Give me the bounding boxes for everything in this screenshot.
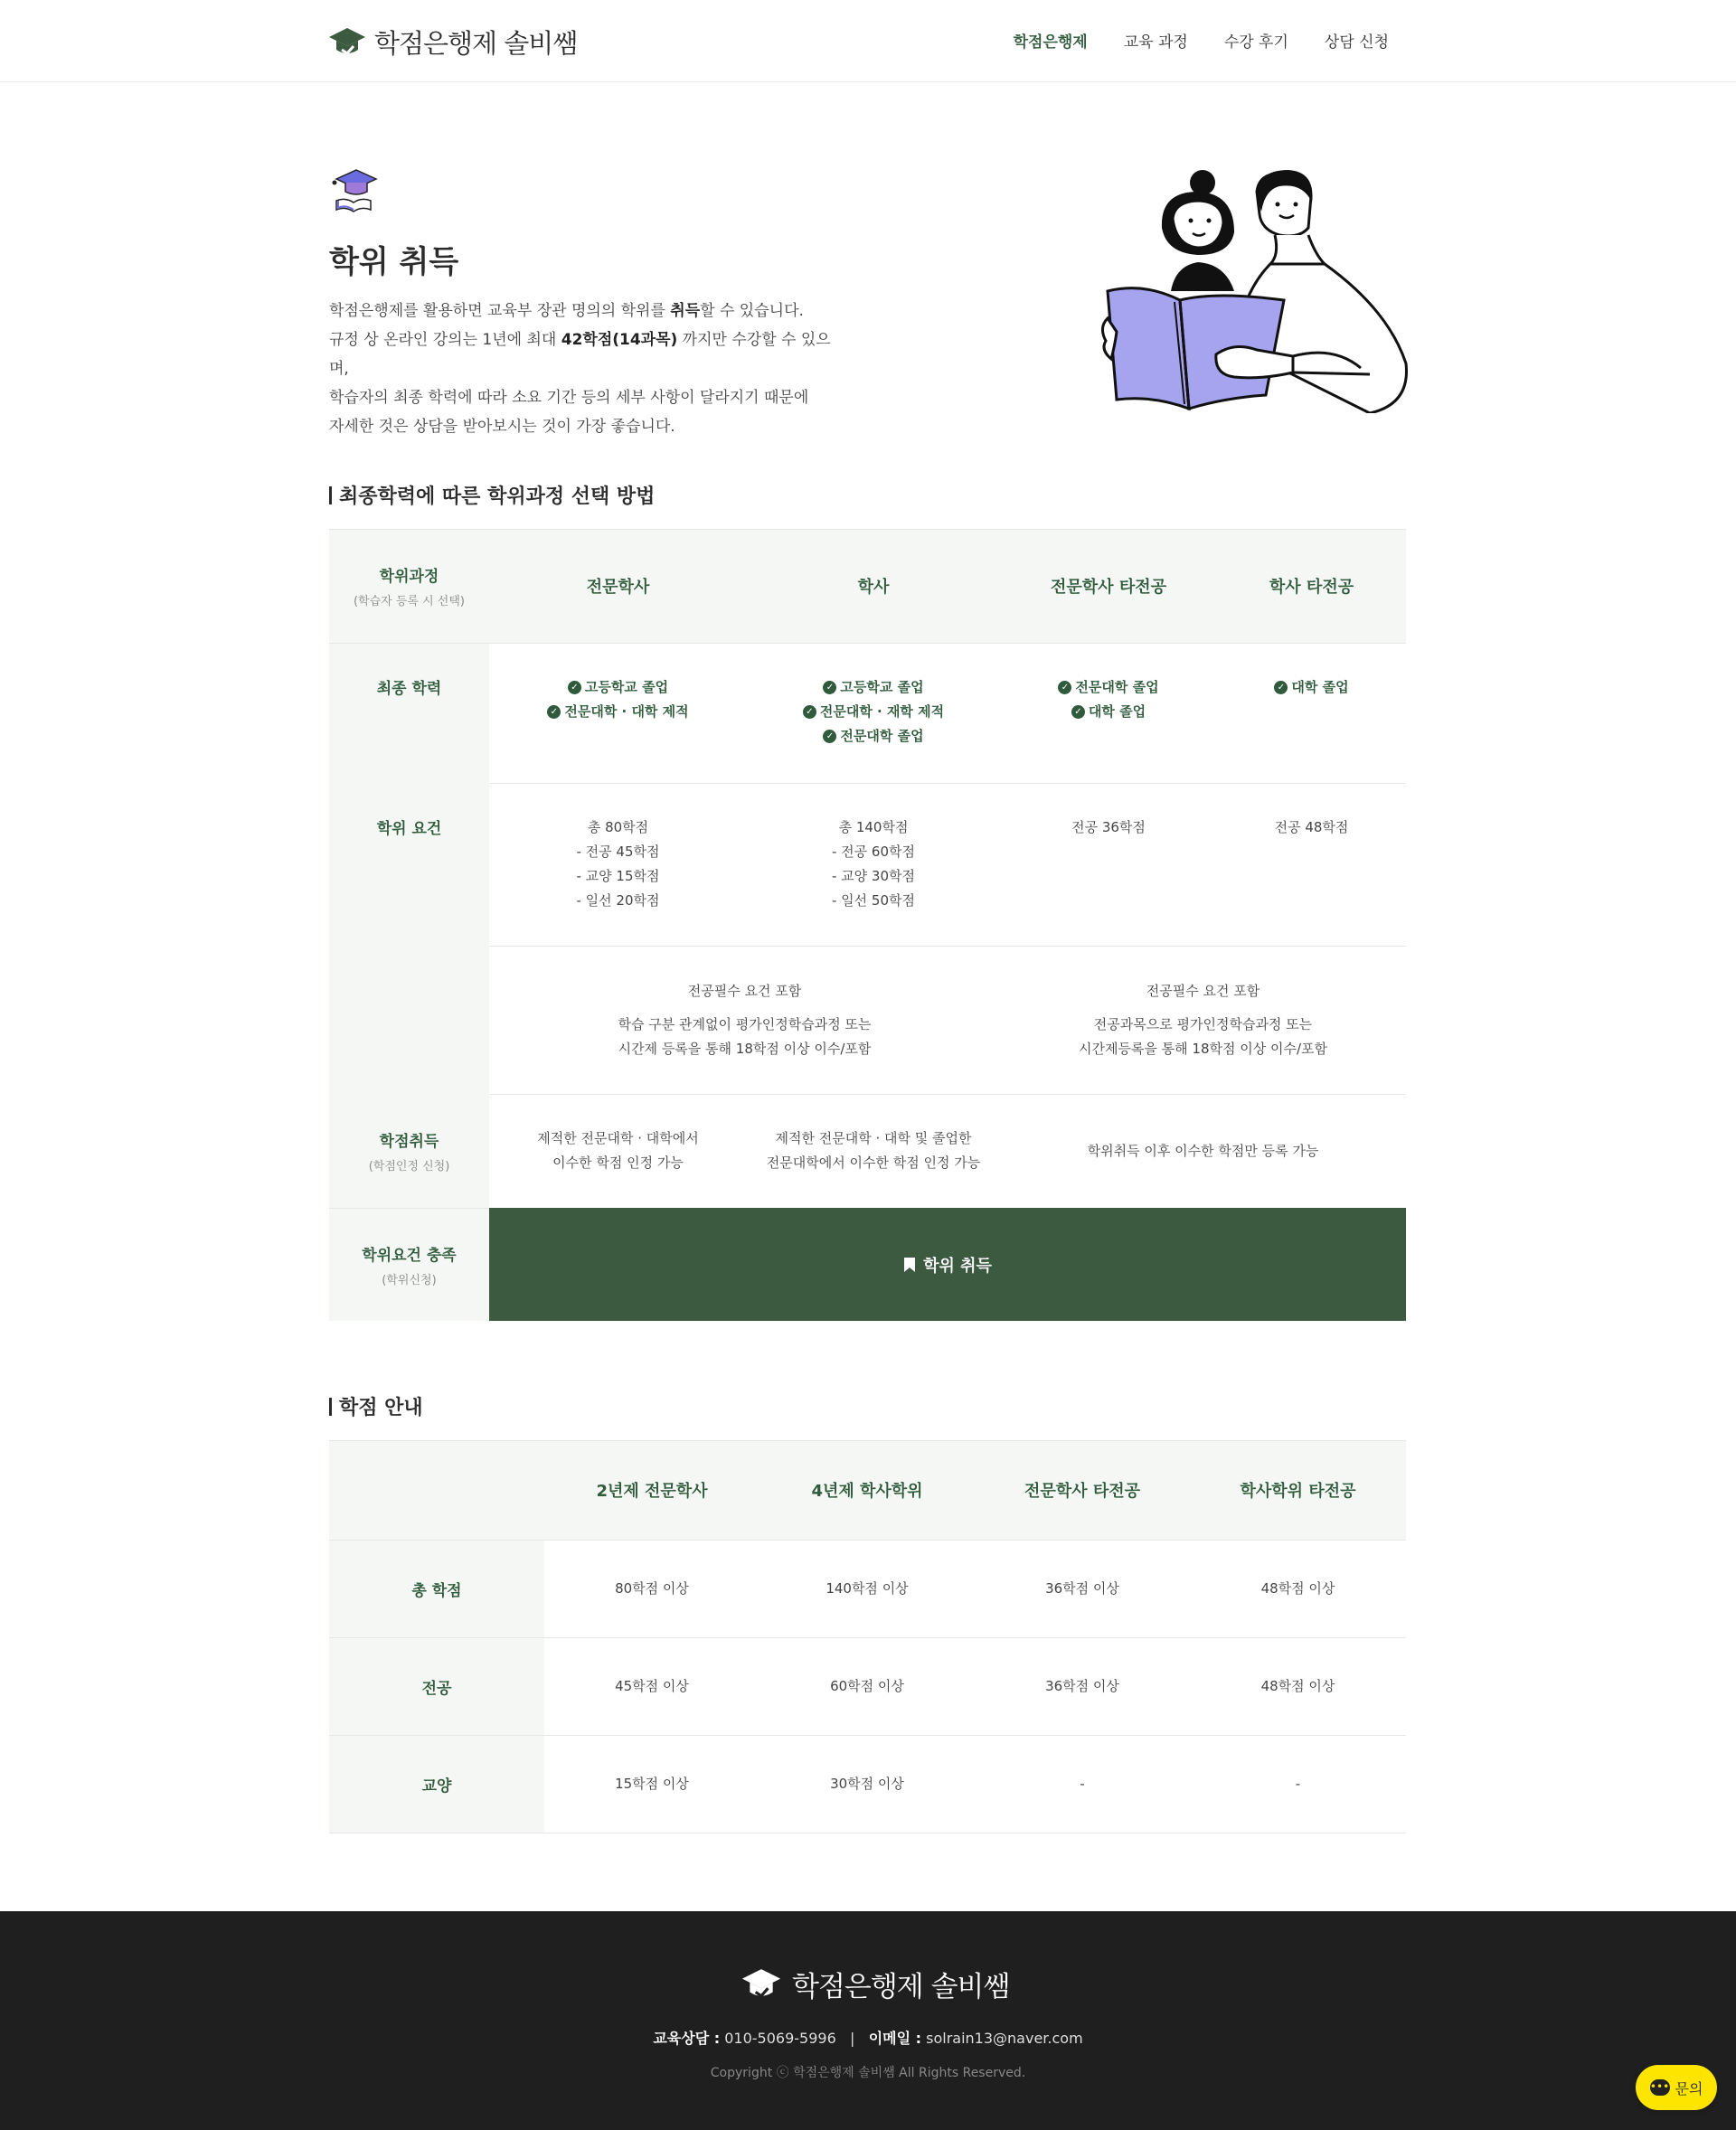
check-circle-icon: ✓ <box>823 730 836 743</box>
edu-item <box>823 675 923 700</box>
edu-label-cell <box>329 643 489 783</box>
chat-label: 문의 <box>1675 2079 1703 2097</box>
course-label: 학위과정 <box>379 568 439 586</box>
final-sublabel: (학위신청) <box>382 1274 437 1287</box>
col-4yr-bachelor <box>760 1440 975 1540</box>
credit-line: 제적한 전문대학 · 대학에서 <box>537 1130 699 1146</box>
cell-value: 36학점 이상 <box>1045 1677 1119 1694</box>
col-bachelor <box>747 529 1000 643</box>
table-cell <box>1190 1637 1406 1735</box>
req-line: 총 140학점 <box>838 819 909 835</box>
req-line: - 전공 45학점 <box>576 844 660 860</box>
edu-item-text: 대학 졸업 <box>1291 679 1349 695</box>
logo-text: 학점은행제 솔비쌤 <box>374 28 578 59</box>
hero-line2-end: 까지만 수강할 수 있으며, <box>329 331 831 378</box>
row-label: 전공 <box>421 1679 452 1698</box>
degree-course-table <box>329 529 1406 1321</box>
col-label: 학사학위 타전공 <box>1240 1482 1356 1501</box>
edu-bachelor <box>747 643 1000 783</box>
req-line: - 전공 60학점 <box>832 844 915 860</box>
col-associate-label: 전문학사 <box>586 578 650 597</box>
credit-sublabel: (학점인정 신청) <box>368 1160 450 1173</box>
edu-item-text: 고등학교 졸업 <box>584 679 669 695</box>
note-title: 전공필수 요건 포함 <box>1146 982 1260 999</box>
edu-bachelor-other <box>1217 643 1406 783</box>
degree-acquired-label: 학위 취득 <box>923 1256 992 1276</box>
section-credit-guide-title <box>329 1392 423 1420</box>
table-cell <box>975 1637 1190 1735</box>
edu-item <box>547 700 688 724</box>
credit-line: 학위취득 이후 이수한 학점만 등록 가능 <box>1087 1142 1319 1159</box>
credit-bachelor <box>747 1094 1000 1208</box>
nav-credit-bank[interactable]: 학점은행제 <box>1013 33 1088 52</box>
cell-value: 80학점 이상 <box>615 1579 689 1597</box>
table-cell <box>975 1540 1190 1637</box>
credit-label-cell <box>329 1094 489 1208</box>
check-circle-icon: ✓ <box>803 705 816 719</box>
credit-other <box>1000 1094 1406 1208</box>
phone-label: 교육상담 : <box>653 2030 721 2047</box>
final-label-cell <box>329 1208 489 1321</box>
site-footer <box>0 1911 1736 2130</box>
req-line: 전공 48학점 <box>1274 819 1349 835</box>
chat-inquiry-button[interactable] <box>1636 2065 1717 2110</box>
edu-item <box>823 724 923 749</box>
hero-description <box>329 297 835 441</box>
edu-item-text: 전문대학 · 재학 제적 <box>819 703 945 720</box>
cell-value: 45학점 이상 <box>615 1677 689 1694</box>
credit-label: 학점취득 <box>379 1133 439 1151</box>
hero-line3: 학습자의 최종 학력에 따라 소요 기간 등의 세부 사항이 달라지기 때문에 <box>329 389 809 407</box>
check-circle-icon: ✓ <box>1274 681 1288 694</box>
course-label-cell <box>329 529 489 643</box>
col-2yr-associate <box>544 1440 760 1540</box>
table-cell <box>544 1735 760 1833</box>
req-note-left <box>489 946 1000 1094</box>
nav-consult[interactable]: 상담 신청 <box>1324 33 1389 52</box>
separator: | <box>840 2030 864 2047</box>
edu-item-text: 전문대학 졸업 <box>840 728 924 744</box>
site-logo[interactable] <box>329 24 577 61</box>
check-circle-icon: ✓ <box>823 681 836 694</box>
col-associate-other <box>1000 529 1217 643</box>
credit-line: 제적한 전문대학 · 대학 및 졸업한 <box>775 1130 972 1146</box>
nav-reviews[interactable]: 수강 후기 <box>1223 33 1288 52</box>
table-cell <box>760 1540 975 1637</box>
phone-number[interactable]: 010-5069-5996 <box>724 2030 836 2047</box>
col-associate-other-label: 전문학사 타전공 <box>1051 578 1166 597</box>
hero-line4: 자세한 것은 상담을 받아보시는 것이 가장 좋습니다. <box>329 418 675 436</box>
nav-courses[interactable]: 교육 과정 <box>1123 33 1188 52</box>
page-title: 학위 취득 <box>329 244 459 280</box>
edu-item <box>803 700 944 724</box>
note-line: 전공과목으로 평가인정학습과정 또는 <box>1093 1015 1313 1032</box>
req-line: - 교양 15학점 <box>576 868 660 884</box>
footer-logo[interactable] <box>741 1964 1009 2004</box>
title-bar <box>329 1398 332 1416</box>
edu-item <box>1274 675 1348 700</box>
hero-line2-bold: 42학점(14과목) <box>561 331 678 349</box>
hero-line2-text: 규정 상 온라인 강의는 1년에 최대 <box>329 331 561 349</box>
edu-item-text: 고등학교 졸업 <box>840 679 924 695</box>
req-line: - 일선 50학점 <box>832 892 915 909</box>
cell-value: - <box>1080 1775 1085 1792</box>
credit-line: 이수한 학점 인정 가능 <box>552 1155 684 1171</box>
edu-item-text: 대학 졸업 <box>1088 703 1146 720</box>
graduation-cap-icon <box>741 1967 781 2002</box>
row-label: 교양 <box>421 1777 452 1795</box>
chat-bubble-icon: ••• <box>1650 2079 1670 2096</box>
table-row-label <box>329 1637 544 1735</box>
req-associate <box>489 783 747 946</box>
footer-contact <box>0 2027 1736 2048</box>
table-row-label <box>329 1735 544 1833</box>
note-title: 전공필수 요건 포함 <box>687 982 802 999</box>
req-associate-other <box>1000 783 1217 946</box>
check-circle-icon: ✓ <box>1058 681 1071 694</box>
col-bachelor-label: 학사 <box>857 578 890 597</box>
credit-guide-table <box>329 1440 1406 1833</box>
col-label: 4년제 학사학위 <box>811 1482 923 1501</box>
col-label: 전문학사 타전공 <box>1024 1482 1140 1501</box>
col-associate <box>489 529 747 643</box>
edu-item-text: 전문대학 졸업 <box>1075 679 1159 695</box>
req-bachelor <box>747 783 1000 946</box>
degree-acquired-bar[interactable] <box>489 1208 1406 1321</box>
check-circle-icon: ✓ <box>547 705 561 719</box>
req-line: - 교양 30학점 <box>832 868 915 884</box>
section-degree-course-text: 최종학력에 따른 학위과정 선택 방법 <box>339 485 656 508</box>
edu-item <box>1071 700 1146 724</box>
graduation-cap-icon <box>329 26 365 59</box>
check-circle-icon: ✓ <box>568 681 581 694</box>
row-label: 총 학점 <box>411 1581 462 1600</box>
cell-value: 36학점 이상 <box>1045 1579 1119 1597</box>
edu-item-text: 전문대학 · 대학 제적 <box>564 703 689 720</box>
table-cell <box>760 1637 975 1735</box>
table-cell <box>1190 1540 1406 1637</box>
table-cell <box>975 1735 1190 1833</box>
req-label-cell <box>329 783 489 946</box>
edu-item <box>568 675 668 700</box>
cell-value: 48학점 이상 <box>1260 1677 1335 1694</box>
bookmark-icon <box>903 1257 916 1273</box>
note-line: 시간제 등록을 통해 18학점 이상 이수/포함 <box>618 1040 872 1057</box>
col-bachelor-other <box>1217 529 1406 643</box>
edu-item <box>1058 675 1158 700</box>
req-note-right <box>1000 946 1406 1094</box>
req-line: 전공 36학점 <box>1071 819 1146 835</box>
hero-line1-text: 학점은행제를 활용하면 교육부 장관 명의의 학위를 <box>329 302 671 320</box>
note-line: 학습 구분 관계없이 평가인정학습과정 또는 <box>618 1015 872 1032</box>
email-label: 이메일 : <box>868 2030 922 2047</box>
title-bar <box>329 486 332 504</box>
edu-label: 최종 학력 <box>376 680 442 698</box>
col-label: 2년제 전문학사 <box>596 1482 708 1501</box>
copyright: Copyright ⓒ 학점은행제 솔비쌤 All Rights Reserved. <box>710 2066 1026 2080</box>
edu-associate-other <box>1000 643 1217 783</box>
note-line: 시간제등록을 통해 18학점 이상 이수/포함 <box>1078 1040 1328 1057</box>
table-row-label <box>329 1540 544 1637</box>
edu-associate <box>489 643 747 783</box>
credit-associate <box>489 1094 747 1208</box>
req-bachelor-other <box>1217 783 1406 946</box>
cell-value: 15학점 이상 <box>615 1775 689 1792</box>
cell-value: 60학점 이상 <box>830 1677 904 1694</box>
req-label: 학위 요건 <box>376 820 442 838</box>
students-reading-illustration <box>1099 165 1410 413</box>
table-cell <box>760 1735 975 1833</box>
col-bachelor-other <box>1190 1440 1406 1540</box>
footer-logo-text: 학점은행제 솔비쌤 <box>792 1971 1010 2003</box>
table-cell <box>1190 1735 1406 1833</box>
req-line: - 일선 20학점 <box>576 892 660 909</box>
cell-value: 140학점 이상 <box>826 1579 909 1597</box>
col-associate-other <box>975 1440 1190 1540</box>
check-circle-icon: ✓ <box>1071 705 1085 719</box>
section-degree-course-title <box>329 481 655 509</box>
table-cell <box>544 1540 760 1637</box>
cell-value: 30학점 이상 <box>830 1775 904 1792</box>
col-bachelor-other-label: 학사 타전공 <box>1269 578 1354 597</box>
site-header <box>0 0 1736 82</box>
cap-and-book-icon <box>329 166 378 215</box>
course-sublabel: (학습자 등록 시 선택) <box>353 595 465 608</box>
credit-line: 전문대학에서 이수한 학점 인정 가능 <box>766 1155 981 1171</box>
req-line: 총 80학점 <box>587 819 649 835</box>
email-address[interactable]: solrain13@naver.com <box>926 2030 1083 2047</box>
final-label: 학위요건 충족 <box>362 1247 457 1265</box>
hero-line1-bold: 취득 <box>670 302 701 320</box>
section-credit-guide-text: 학점 안내 <box>339 1397 423 1419</box>
main-nav <box>1014 29 1389 52</box>
cell-value: 48학점 이상 <box>1260 1579 1335 1597</box>
cell-value: - <box>1295 1775 1301 1792</box>
table-cell <box>544 1637 760 1735</box>
hero-line1-end: 할 수 있습니다. <box>700 302 804 320</box>
